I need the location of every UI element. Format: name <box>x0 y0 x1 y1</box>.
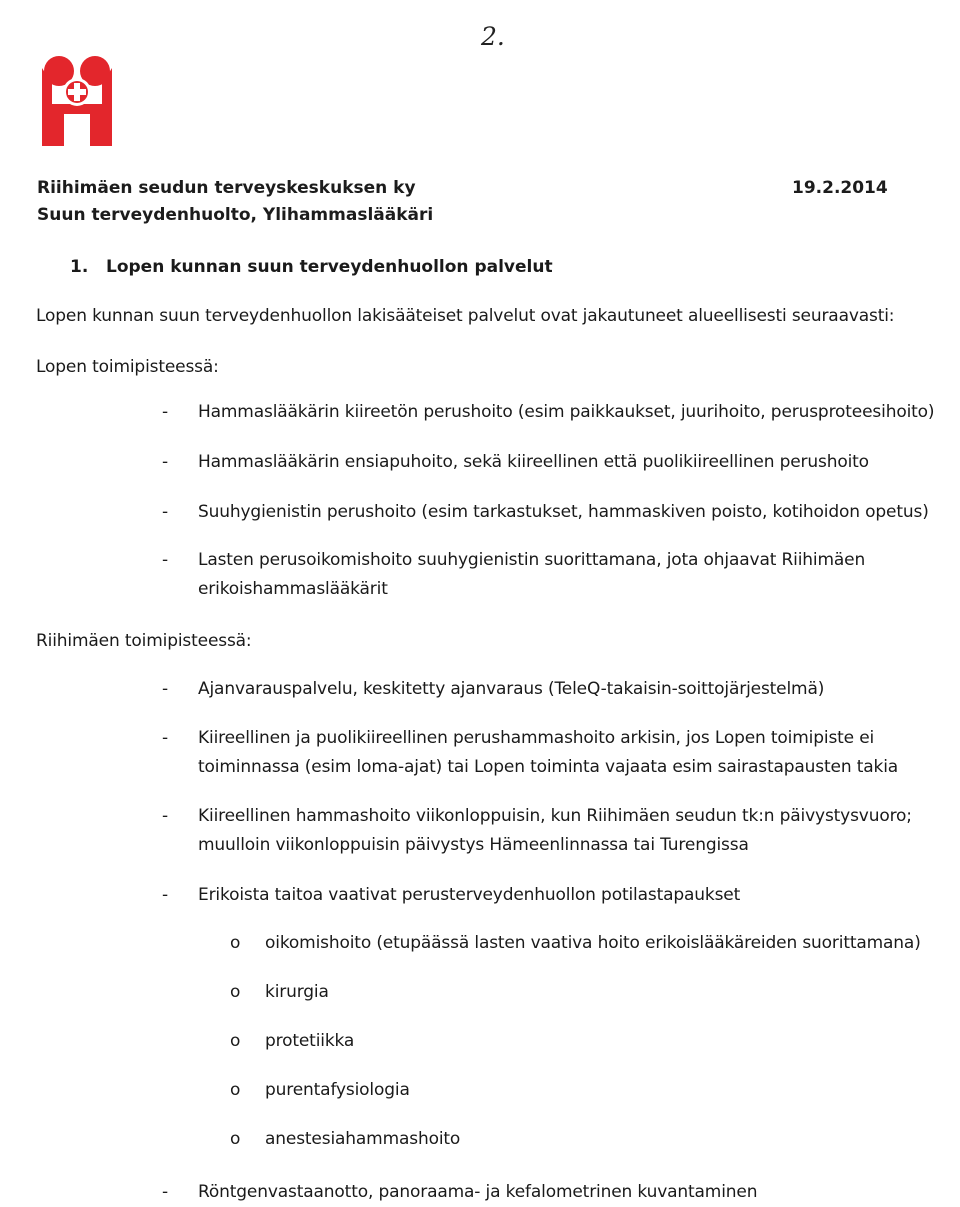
organization-logo <box>40 54 114 148</box>
dash-bullet: - <box>162 402 168 422</box>
document-date: 19.2.2014 <box>792 178 888 198</box>
page-number: 2. <box>481 22 505 51</box>
circle-bullet: o <box>230 933 241 953</box>
intro-paragraph: Lopen kunnan suun terveydenhuollon lakisääteiset palvelut ovat jakautuneet alueellisesti seuraavasti: <box>36 306 895 326</box>
lopen-heading: Lopen toimipisteessä: <box>36 357 219 377</box>
circle-bullet: o <box>230 1129 241 1149</box>
circle-bullet: o <box>230 1031 241 1051</box>
dash-bullet: - <box>162 1182 168 1202</box>
dash-bullet: - <box>162 550 168 570</box>
dash-bullet: - <box>162 502 168 522</box>
unit-name: Suun terveydenhuolto, Ylihammaslääkäri <box>37 205 434 225</box>
section-title: Lopen kunnan suun terveydenhuollon palvelut <box>106 257 553 277</box>
dash-bullet: - <box>162 728 168 748</box>
dash-bullet: - <box>162 806 168 826</box>
dash-bullet: - <box>162 452 168 472</box>
section-heading <box>70 257 553 277</box>
circle-bullet: o <box>230 982 241 1002</box>
circle-bullet: o <box>230 1080 241 1100</box>
dash-bullet: - <box>162 885 168 905</box>
dash-bullet: - <box>162 679 168 699</box>
organization-name: Riihimäen seudun terveyskeskuksen ky <box>37 178 416 198</box>
riihimaen-heading: Riihimäen toimipisteessä: <box>36 631 252 651</box>
section-number: 1. <box>70 257 89 277</box>
